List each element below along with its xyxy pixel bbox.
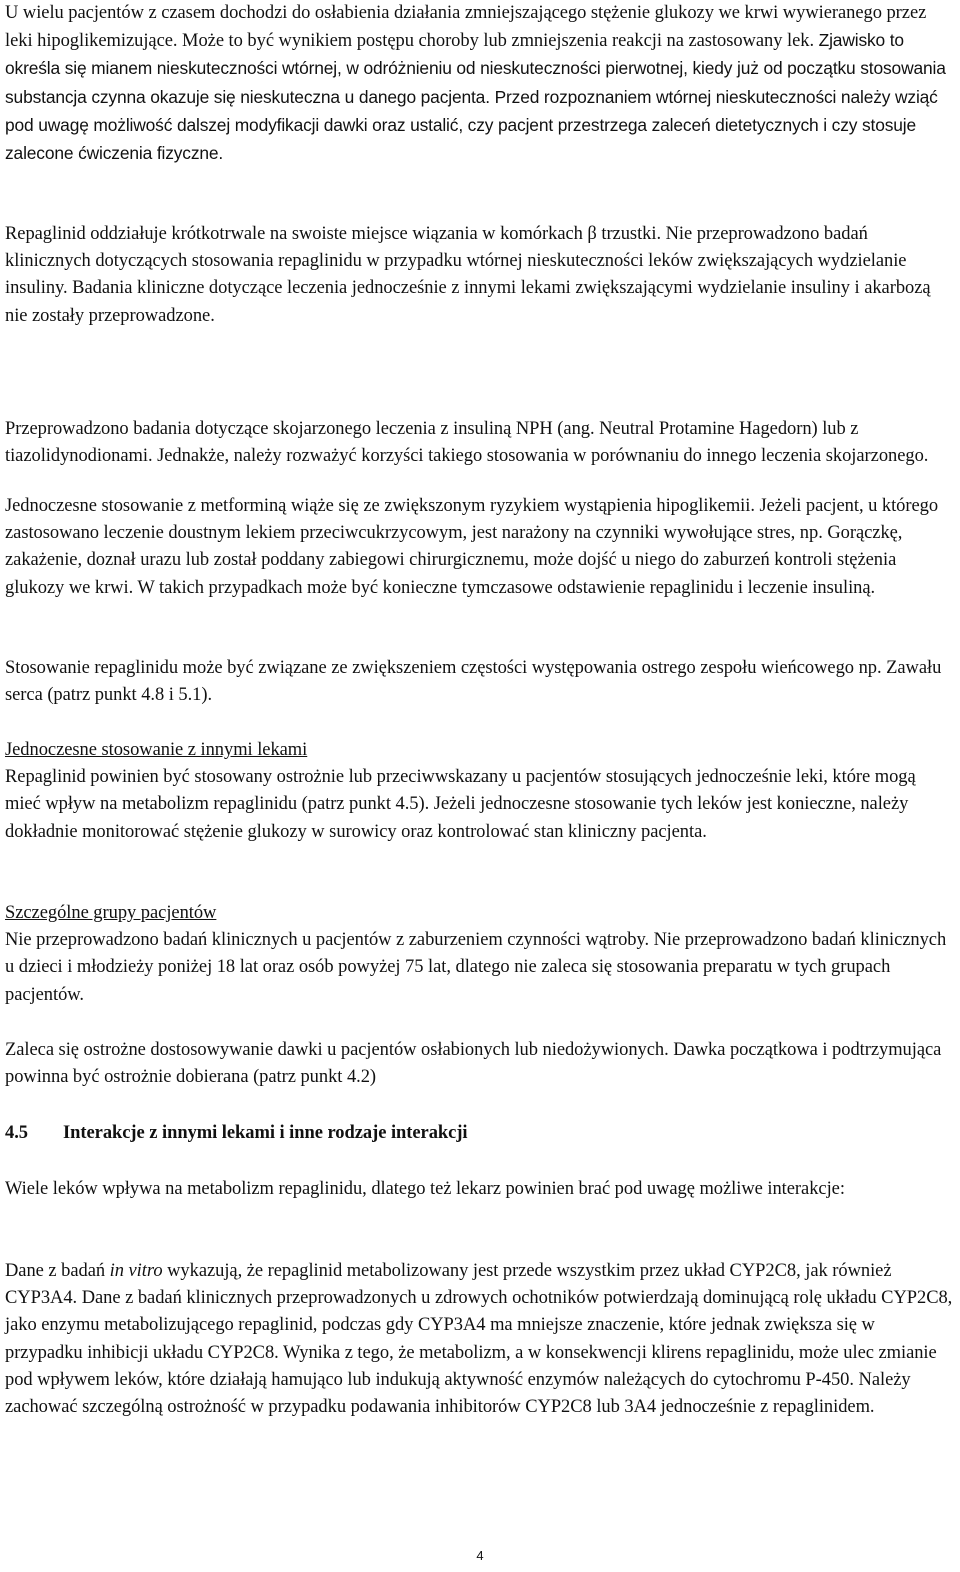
- paragraph-metformin: Jednoczesne stosowanie z metforminą wiąże się ze zwiększonym ryzykiem wystąpienia hipoglikemii. Jeżeli pacjent, u którego zastosowano leczenie doustnym lekiem przeciwcukrzycowym, jest narażony na czynniki wywołujące stres, np. Gorączkę, zakażenie, doznał urazu lub został poddany zabiegowi chirurgicznemu, może dojść u niego do zaburzeń kontroli stężenia glukozy we krwi. W takich przypadkach może być konieczne tymczasowe odstawienie repaglinidu i leczenie insuliną.: [5, 496, 939, 598]
- paragraph-text-sans: Przed rozpoznaniem wtórnej nieskuteczności należy wziąć pod uwagę możliwość dalszej modyfikacji dawki oraz ustalić, czy pacjent przestrzega zaleceń dietetycznych i czy stosuje zalecone ćwiczenia fizyczne.: [5, 86, 938, 164]
- subsection-title: Jednoczesne stosowanie z innymi lekami: [5, 740, 308, 760]
- section-number: 4.5: [5, 1123, 28, 1143]
- paragraph-text: wykazują, że repaglinid metabolizowany jest przede wszystkim przez układ CYP2C8, jak również CYP3A4. Dane z badań klinicznych przeprowadzonych u zdrowych ochotników potwierdzają dominującą rolę układu CYP2C8, jako enzymu metabolizującego repaglinid, podczas gdy CYP3A4 ma mniejsze znaczenie, które jednak zwiększa się w przypadku inhibicji układu CYP2C8. Wynika z tego, że metabolizm, a w konsekwencji klirens repaglinidu, może ulec zmianie pod wpływem leków, które działają hamująco lub indukują aktywność enzymów należących do cytochromu P-450. Należy zachować szczególną ostrożność w przypadku podawania inhibitorów CYP2C8 lub 3A4 jednocześnie z repaglinidem.: [5, 1261, 953, 1418]
- paragraph-text-sans: Zjawisko to określa się mianem nieskuteczności wtórnej, w odróżnieniu od nieskuteczności pierwotnej, kiedy już od początku stosowania substancja czynna okazuje się nieskuteczna u danego pacjenta.: [5, 30, 946, 107]
- subsection-text: Repaglinid powinien być stosowany ostrożnie lub przeciwwskazany u pacjentów stosujących jednocześnie leki, które mogą mieć wpływ na metabolizm repaglinidu (patrz punkt 4.5). Jeżeli jednoczesne stosowanie tych leków jest konieczne, należy dokładnie monitorować stężenie glukozy w surowicy oraz kontrolować stan kliniczny pacjenta.: [5, 767, 916, 842]
- paragraph-text: U wielu pacjentów z czasem dochodzi do osłabienia działania zmniejszającego stężenie glukozy we krwi wywieranego przez leki hipoglikemizujące. Może to być wynikiem postępu choroby lub zmniejszenia reakcji na zastosowany lek.: [5, 3, 927, 52]
- section-special-populations: [5, 900, 955, 1009]
- paragraph-coronary-syndrome: Stosowanie repaglinidu może być związane ze zwiększeniem częstości występowania ostrego zespołu wieńcowego np. Zawału serca (patrz punkt 4.8 i 5.1).: [5, 658, 942, 706]
- paragraph-dose-adjustment: Zaleca się ostrożne dostosowywanie dawki u pacjentów osłabionych lub niedożywionych. Dawka początkowa i podtrzymująca powinna być ostrożnie dobierana (patrz punkt 4.2): [5, 1040, 942, 1088]
- section-title: Interakcje z innymi lekami i inne rodzaje interakcji: [63, 1123, 468, 1143]
- paragraph-text: Dane z badań: [5, 1261, 110, 1281]
- paragraph-combination-therapy: Przeprowadzono badania dotyczące skojarzonego leczenia z insuliną NPH (ang. Neutral Protamine Hagedorn) lub z tiazolidynodionami. Jednakże, należy rozważyć korzyści takiego stosowania w porównaniu do innego leczenia skojarzonego.: [5, 419, 929, 467]
- subsection-title: Szczególne grupy pacjentów: [5, 903, 217, 923]
- italic-term: in vitro: [109, 1261, 163, 1281]
- paragraph-cyp-metabolism: [5, 1258, 955, 1421]
- section-heading-4-5: [5, 1120, 468, 1147]
- page-number: 4: [476, 1548, 484, 1563]
- paragraph-secondary-failure: [5, 0, 955, 168]
- paragraph-interactions-intro: Wiele leków wpływa na metabolizm repaglinidu, dlatego też lekarz powinien brać pod uwagę możliwe interakcje:: [5, 1179, 845, 1199]
- section-concomitant-use: [5, 737, 955, 846]
- paragraph-repaglinide-action: Repaglinid oddziałuje krótkotrwale na swoiste miejsce wiązania w komórkach β trzustki. Nie przeprowadzono badań klinicznych dotyczących stosowania repaglinidu w przypadku wtórnej nieskuteczności leków zwiększających wydzielanie insuliny. Badania kliniczne dotyczące leczenia jednocześnie z innymi lekami zwiększającymi wydzielanie insuliny i akarbozą nie zostały przeprowadzone.: [5, 224, 931, 326]
- subsection-text: Nie przeprowadzono badań klinicznych u pacjentów z zaburzeniem czynności wątroby. Nie przeprowadzono badań klinicznych u dzieci i młodzieży poniżej 18 lat oraz osób powyżej 75 lat, dlatego nie zaleca się stosowania preparatu w tych grupach pacjentów.: [5, 930, 947, 1005]
